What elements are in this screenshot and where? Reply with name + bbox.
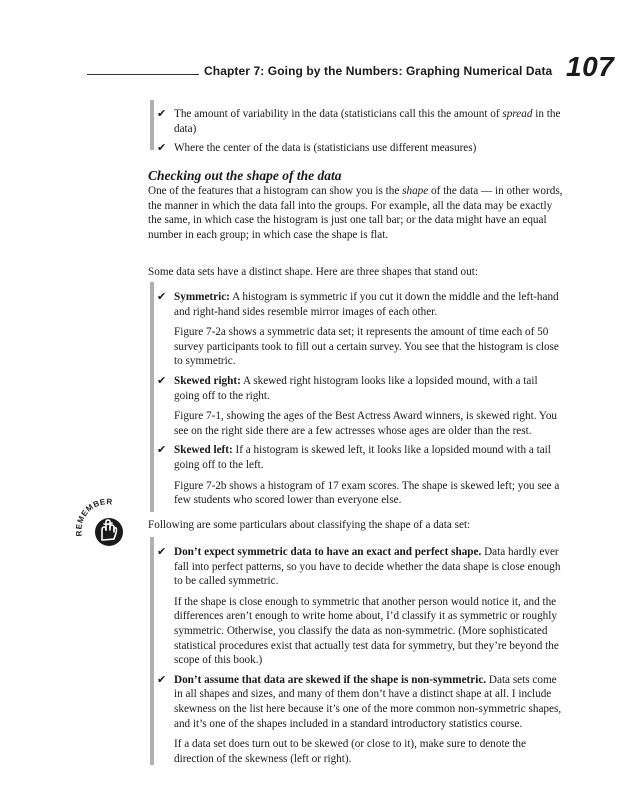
paragraph: Following are some particulars about classifying the shape of a data set: bbox=[148, 519, 471, 531]
item-term: Symmetric: bbox=[174, 291, 230, 303]
item-term: Skewed right: bbox=[174, 374, 241, 387]
item-text: A skewed right histogram looks like a lopsided mound, with a tail going off to the right. bbox=[174, 374, 538, 402]
paragraph-text: One of the features that a histogram can show you is the bbox=[148, 185, 403, 197]
item-text: in the data) bbox=[174, 108, 561, 135]
list-item bbox=[148, 545, 563, 668]
item-text: The amount of variability in the data (statisticians call this the amount of bbox=[174, 108, 503, 120]
item-term: Skewed left: bbox=[174, 444, 233, 457]
list-item bbox=[148, 290, 563, 369]
item-detail: Figure 7-1, showing the ages of the Best Actress Award winners, is skewed right. You see on the right side there are a few actresses whose ages are older than the rest. bbox=[174, 410, 558, 437]
paragraph bbox=[148, 184, 563, 242]
check-icon: ✔ bbox=[157, 291, 167, 303]
tied-finger-hand-icon bbox=[95, 518, 123, 546]
item-detail: If the shape is close enough to symmetric that another person would notice it, and the differences aren’t enough to write home about, I’d classify it as symmetric or roughly symmetric. Otherwise, you classify the data as non-symmetric. (More sophisticated statistical procedures exist that actually test data for symmetry, but they’re beyond the scope of this book.) bbox=[174, 595, 559, 667]
item-term: Don’t assume that data are skewed if the shape is non-symmetric. bbox=[174, 673, 487, 686]
particulars-bullet-list bbox=[148, 545, 563, 766]
list-item bbox=[148, 141, 563, 156]
item-text: If a histogram is skewed left, it looks like a lopsided mound with a tail going off to the left. bbox=[174, 444, 551, 471]
top-bullet-list bbox=[148, 107, 563, 156]
header-rule bbox=[87, 74, 199, 75]
list-item bbox=[148, 673, 563, 767]
item-text: A histogram is symmetric if you cut it down the middle and the left-hand and right-hand sides resemble mirror images of each other. bbox=[174, 291, 559, 318]
check-icon: ✔ bbox=[157, 673, 167, 686]
check-icon: ✔ bbox=[157, 444, 167, 457]
paragraph: Some data sets have a distinct shape. Here are three shapes that stand out: bbox=[148, 266, 478, 278]
list-item bbox=[148, 443, 563, 507]
paragraph-emphasis: shape bbox=[402, 185, 429, 197]
item-detail: Figure 7-2a shows a symmetric data set; it represents the amount of time each of 50 survey participants took to fill out a certain survey. You see that the histogram is close to symmetric. bbox=[174, 326, 559, 368]
item-text: Where the center of the data is (statisticians use different measures) bbox=[174, 142, 477, 155]
item-term: Don’t expect symmetric data to have an exact and perfect shape. bbox=[174, 546, 482, 558]
check-icon: ✔ bbox=[157, 374, 167, 387]
page-number: 107 bbox=[566, 51, 615, 82]
remember-label: REMEMBER bbox=[74, 497, 114, 537]
item-emphasis: spread bbox=[502, 108, 533, 120]
list-item bbox=[148, 374, 563, 438]
item-detail: Figure 7-2b shows a histogram of 17 exam scores. The shape is skewed left; you see a few students who scored lower than everyone else. bbox=[174, 479, 560, 507]
item-text: Data sets come in all shapes and sizes, and many of them don’t have a distinct shape at all. I include skewness on the list here because it’s one of the more common non-symmetric shapes, and it’s one of the shapes included in a standard introductory statistics course. bbox=[174, 673, 562, 730]
running-head: Chapter 7: Going by the Numbers: Graphing Numerical Data bbox=[204, 64, 553, 78]
shape-bullet-list bbox=[148, 290, 563, 508]
paragraph-text: of the data — in other words, the manner in which the data fall into the groups. For example, all the data may be exactly the same, in which case the histogram is just one tall bar; or the data might have an equal number in each group; in which case the shape is flat. bbox=[148, 185, 563, 241]
item-text: Data hardly ever fall into perfect patterns, so you have to decide whether the data shape is close enough to be called symmetric. bbox=[174, 546, 561, 588]
check-icon: ✔ bbox=[157, 108, 167, 120]
list-item bbox=[148, 107, 563, 136]
remember-icon bbox=[74, 494, 138, 554]
check-icon: ✔ bbox=[157, 546, 167, 558]
check-icon: ✔ bbox=[157, 142, 167, 155]
section-heading: Checking out the shape of the data bbox=[148, 168, 342, 183]
item-detail: If a data set does turn out to be skewed (or close to it), make sure to denote the direction of the skewness (left or right). bbox=[174, 738, 526, 765]
